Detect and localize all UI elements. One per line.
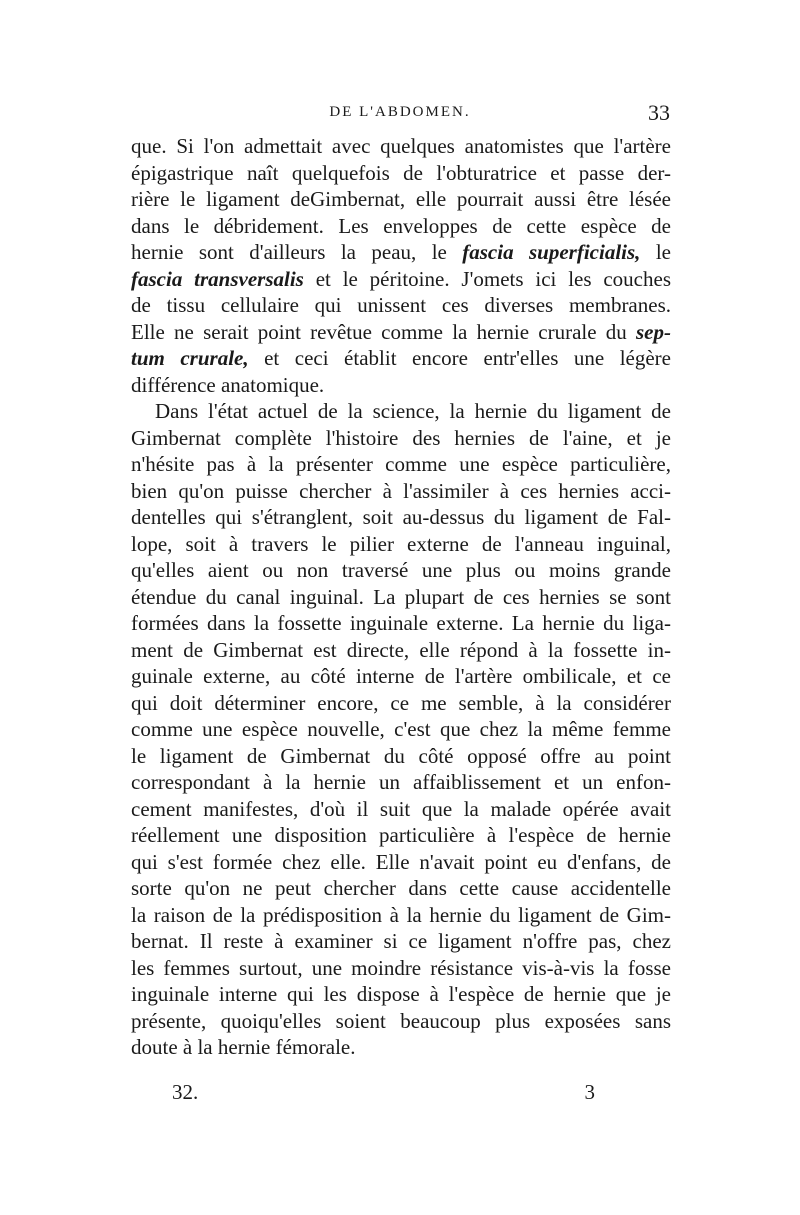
text-line: doute à la hernie fémorale. — [131, 1035, 356, 1059]
text-segment: Elle ne serait point revêtue comme la hernie crurale du — [131, 319, 636, 344]
italic-term: tum crurale, — [131, 346, 249, 370]
text-line: guinale externe, au côté interne de l'artère ombilicale, et ce — [131, 664, 671, 688]
text-line: étendue du canal inguinal. La plupart de ces hernies se sont — [131, 584, 671, 609]
text-line: correspondant à la hernie un affaiblissement et un enfon- — [131, 770, 671, 794]
text-line: Gimbernat complète l'histoire des hernies de l'aine, et je — [131, 425, 671, 450]
text-line — [131, 345, 671, 372]
text-line: sorte qu'on ne peut chercher dans cette cause accidentelle — [131, 876, 671, 900]
text-line: dentelles qui s'étranglent, soit au-dessus du ligament de Fal- — [131, 505, 671, 529]
text-line: de tissu cellulaire qui unissent ces diverses membranes. — [131, 293, 671, 317]
text-segment: hernie sont d'ailleurs la peau, le — [131, 240, 463, 264]
text-line: la raison de la prédisposition à la hernie du ligament de Gim- — [131, 902, 671, 927]
text-line: qui s'est formée chez elle. Elle n'avait point eu d'enfans, de — [131, 849, 671, 874]
text-line: formées dans la fossette inguinale externe. La hernie du liga- — [131, 611, 671, 635]
text-line: le ligament de Gimbernat du côté opposé offre au point — [131, 743, 671, 768]
text-line: les femmes surtout, une moindre résistance vis-à-vis la fosse — [131, 955, 671, 980]
text-line: que. Si l'on admettait avec quelques anatomistes que l'artère — [131, 134, 671, 158]
page-number: 33 — [648, 100, 670, 125]
text-segment: et ceci établit encore entr'elles une légère — [248, 346, 671, 370]
text-segment: et le péritoine. J'omets ici les couches — [303, 266, 671, 291]
running-title: DE L'ABDOMEN. — [329, 104, 471, 120]
gathering-number: 3 — [584, 1080, 595, 1104]
text-line: comme une espèce nouvelle, c'est que chez la même femme — [131, 717, 671, 741]
page-footer — [172, 1080, 612, 1110]
italic-term: sep- — [636, 319, 671, 344]
text-line — [131, 266, 671, 293]
text-line — [131, 239, 671, 266]
text-line: présente, quoiqu'elles soient beaucoup plus exposées sans — [131, 1008, 671, 1033]
text-line: réellement une disposition particulière à l'espèce de hernie — [131, 823, 671, 847]
text-line: bien qu'on puisse chercher à l'assimiler à ces hernies acci- — [131, 478, 671, 503]
text-line: qu'elles aient ou non traversé une plus ou moins grande — [131, 558, 671, 582]
text-line: épigastrique naît quelquefois de l'obturatrice et passe der- — [131, 160, 671, 185]
running-head — [130, 100, 670, 128]
text-line — [131, 319, 671, 346]
text-line: ment de Gimbernat est directe, elle répond à la fossette in- — [131, 637, 671, 662]
text-line: dans le débridement. Les enveloppes de cette espèce de — [131, 213, 671, 238]
text-line: différence anatomique. — [131, 372, 325, 397]
text-line: lope, soit à travers le pilier externe de l'anneau inguinal, — [131, 531, 671, 556]
text-line: bernat. Il reste à examiner si ce ligament n'offre pas, chez — [131, 929, 671, 953]
text-segment: le — [640, 240, 671, 264]
text-line: Dans l'état actuel de la science, la hernie du ligament de — [155, 399, 671, 423]
signature-mark: 32. — [172, 1080, 199, 1104]
text-line: rière le ligament deGimbernat, elle pourrait aussi être lésée — [131, 187, 671, 211]
text-line: qui doit déterminer encore, ce me semble, à la considérer — [131, 690, 671, 715]
italic-term: fascia transversalis — [131, 266, 304, 291]
italic-term: fascia superficialis, — [462, 240, 641, 264]
text-line: n'hésite pas à la présenter comme une espèce particulière, — [131, 452, 671, 476]
text-line: cement manifestes, d'où il suit que la malade opérée avait — [131, 796, 671, 821]
text-line: inguinale interne qui les dispose à l'espèce de hernie que je — [131, 982, 671, 1006]
body-text — [131, 133, 671, 1061]
